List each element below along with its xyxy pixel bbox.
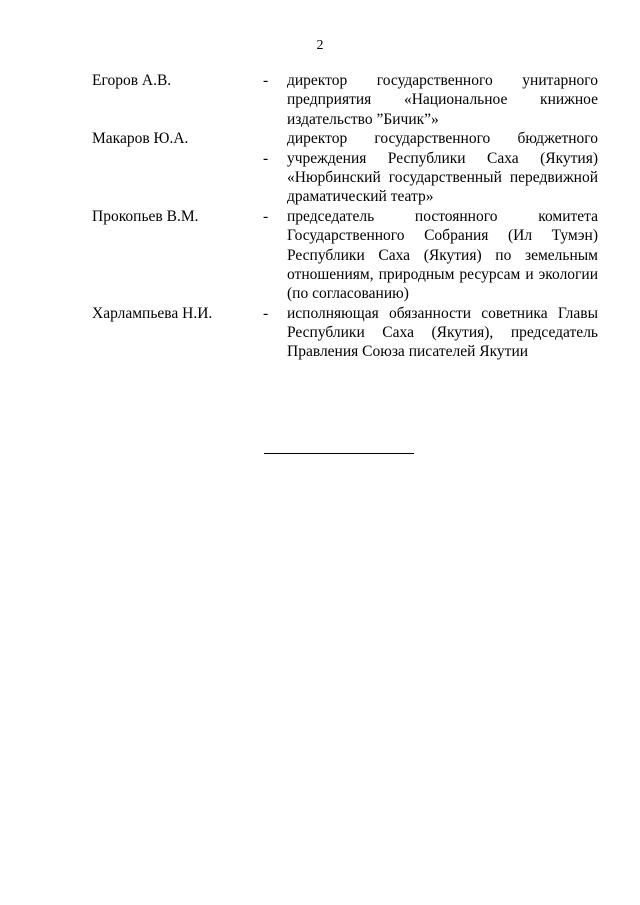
member-position-line: директор государственного унитарного (287, 72, 598, 89)
end-separator-line (264, 453, 414, 454)
member-row (92, 129, 598, 207)
member-position-line: Правления Союза писателей Якутии (287, 343, 529, 361)
member-position-line: (по согласованию) (287, 285, 409, 303)
member-position-line: учреждения Республики Саха (Якутия) (287, 149, 598, 167)
member-position-line: «Нюрбинский государственный передвижной (287, 168, 598, 186)
member-position-line: издательство ”Бичик”» (287, 110, 439, 128)
member-position-line: исполняющая обязанности советника Главы (287, 304, 598, 322)
member-dash: - (263, 149, 269, 167)
member-name: Прокопьев В.М. (92, 207, 199, 225)
member-position (287, 129, 598, 207)
page-number: 2 (316, 38, 324, 53)
member-dash: - (263, 72, 269, 89)
member-position-line: Государственного Собрания (Ил Тумэн) (287, 227, 598, 245)
member-row (92, 304, 598, 362)
member-position (287, 71, 598, 129)
member-dash: - (263, 304, 269, 322)
member-position (287, 304, 598, 362)
member-position-line: отношениям, природным ресурсам и экологии (287, 265, 598, 283)
members-list (92, 71, 598, 362)
member-row (92, 207, 598, 304)
member-position-line: предприятия «Национальное книжное (287, 91, 598, 109)
member-position-line: председатель постоянного комитета (287, 207, 598, 225)
member-position-line: драматический театр» (287, 188, 434, 206)
member-name: Егоров А.В. (92, 72, 172, 89)
member-position (287, 207, 598, 304)
member-name: Харлампьева Н.И. (92, 304, 213, 322)
member-position-line: Республики Саха (Якутия), председатель (287, 324, 598, 342)
member-position-line: директор государственного бюджетного (287, 130, 598, 148)
member-row (92, 71, 598, 129)
member-position-line: Республики Саха (Якутия) по земельным (287, 246, 598, 264)
member-dash: - (263, 207, 269, 225)
member-name: Макаров Ю.А. (92, 130, 189, 148)
